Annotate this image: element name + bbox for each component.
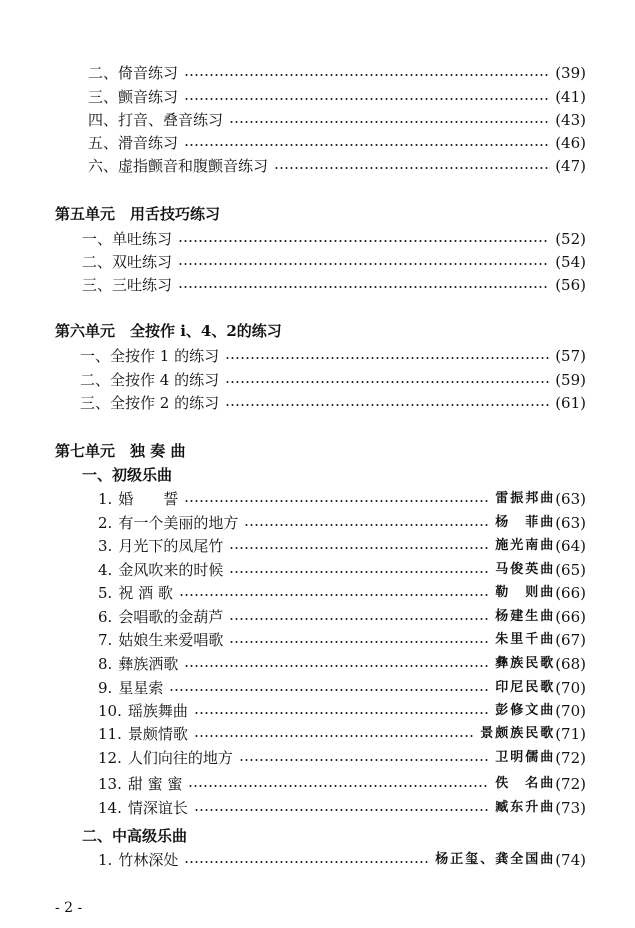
piece-number: 6. xyxy=(98,608,113,626)
piece-title: 月光下的凤尾竹 xyxy=(118,537,224,555)
piece-number: 5. xyxy=(98,584,113,602)
leader-dots xyxy=(229,618,489,620)
piece-title: 彝族洒歌 xyxy=(118,655,179,673)
toc-entry[interactable] xyxy=(88,155,586,177)
piece-entry[interactable] xyxy=(98,606,586,628)
subsection-heading[interactable]: 一、初级乐曲 xyxy=(82,466,173,484)
composer: 景颇族民歌 xyxy=(480,726,556,741)
unit-heading[interactable]: 第五单元 用舌技巧练习 xyxy=(55,205,221,223)
leader-dots xyxy=(169,689,489,691)
leader-dots xyxy=(184,665,489,667)
composer: 马俊英曲 xyxy=(495,562,556,577)
leader-dots xyxy=(194,809,489,811)
leader-dots xyxy=(229,571,489,573)
piece-number: 14. xyxy=(98,799,122,817)
composer: 佚 名曲 xyxy=(495,776,556,791)
entry-label: 三、全按作 2 的练习 xyxy=(80,394,220,412)
page-number: (74) xyxy=(555,851,586,869)
page-number: (65) xyxy=(555,561,586,579)
leader-dots xyxy=(184,861,429,863)
leader-dots xyxy=(239,759,489,761)
piece-title: 会唱歌的金葫芦 xyxy=(118,608,224,626)
leader-dots xyxy=(179,594,489,596)
leader-dots xyxy=(184,74,549,76)
entry-label: 二、倚音练习 xyxy=(88,64,179,82)
leader-dots xyxy=(225,357,549,359)
entry-label: 四、打音、叠音练习 xyxy=(88,111,224,129)
piece-entry[interactable] xyxy=(98,773,586,795)
page-number: (43) xyxy=(555,111,586,129)
composer: 杨正玺、龚全国曲 xyxy=(435,852,556,867)
piece-entry[interactable] xyxy=(98,653,586,675)
page-number: (63) xyxy=(555,514,586,532)
piece-entry[interactable] xyxy=(98,747,586,769)
leader-dots xyxy=(184,98,549,100)
page-number: (64) xyxy=(555,537,586,555)
composer: 彭修文曲 xyxy=(495,703,556,718)
page-footer-number: - 2 - xyxy=(55,900,83,916)
entry-label: 六、虚指颤音和腹颤音练习 xyxy=(88,157,269,175)
composer: 杨 菲曲 xyxy=(495,515,556,530)
toc-entry[interactable] xyxy=(80,369,586,391)
piece-title: 姑娘生来爱唱歌 xyxy=(118,631,224,649)
piece-entry[interactable] xyxy=(98,700,586,722)
leader-dots xyxy=(178,240,549,242)
page-number: (56) xyxy=(555,276,586,294)
page-number: (39) xyxy=(555,64,586,82)
page-number: (61) xyxy=(555,394,586,412)
unit-heading[interactable]: 第六单元 全按作 i、4、2的练习 xyxy=(55,322,282,340)
entry-label: 二、全按作 4 的练习 xyxy=(80,371,220,389)
entry-label: 一、单吐练习 xyxy=(82,230,173,248)
page-number: (71) xyxy=(555,725,586,743)
entry-label: 三、颤音练习 xyxy=(88,88,179,106)
page-number: (52) xyxy=(555,230,586,248)
page-number: (73) xyxy=(555,799,586,817)
leader-dots xyxy=(229,121,549,123)
page-number: (59) xyxy=(555,371,586,389)
toc-entry[interactable] xyxy=(82,274,586,296)
entry-label: 三、三吐练习 xyxy=(82,276,173,294)
piece-title: 竹林深处 xyxy=(118,851,179,869)
composer: 臧东升曲 xyxy=(495,800,556,815)
page-number: (47) xyxy=(555,157,586,175)
piece-number: 8. xyxy=(98,655,113,673)
page-number: (70) xyxy=(555,679,586,697)
entry-label: 二、双吐练习 xyxy=(82,253,173,271)
piece-number: 3. xyxy=(98,537,113,555)
piece-entry[interactable] xyxy=(98,849,586,871)
entry-label: 五、滑音练习 xyxy=(88,134,179,152)
page-number: (63) xyxy=(555,490,586,508)
piece-title: 景颇情歌 xyxy=(127,725,188,743)
page-number: (66) xyxy=(555,608,586,626)
piece-title: 金风吹来的时候 xyxy=(118,561,224,579)
unit-heading[interactable]: 第七单元 独 奏 曲 xyxy=(55,442,186,460)
leader-dots xyxy=(188,785,489,787)
leader-dots xyxy=(229,547,489,549)
piece-title: 婚 誓 xyxy=(118,490,179,508)
page-number: (68) xyxy=(555,655,586,673)
page-number: (70) xyxy=(555,702,586,720)
leader-dots xyxy=(244,524,489,526)
leader-dots xyxy=(194,712,489,714)
piece-entry[interactable] xyxy=(98,559,586,581)
leader-dots xyxy=(178,286,549,288)
leader-dots xyxy=(184,500,489,502)
piece-entry[interactable] xyxy=(98,488,586,510)
piece-number: 13. xyxy=(98,775,122,793)
piece-title: 人们向往的地方 xyxy=(127,749,233,767)
leader-dots xyxy=(225,381,549,383)
leader-dots xyxy=(194,735,474,737)
piece-entry[interactable] xyxy=(98,535,586,557)
piece-entry[interactable] xyxy=(98,723,586,745)
leader-dots xyxy=(229,641,489,643)
page-number: (54) xyxy=(555,253,586,271)
piece-entry[interactable] xyxy=(98,797,586,819)
piece-title: 有一个美丽的地方 xyxy=(118,514,239,532)
piece-number: 10. xyxy=(98,702,122,720)
toc-entry[interactable] xyxy=(88,62,586,84)
composer: 施光南曲 xyxy=(495,538,556,553)
leader-dots xyxy=(178,263,549,265)
composer: 朱里千曲 xyxy=(495,632,556,647)
composer: 印尼民歌 xyxy=(495,680,556,695)
subsection-heading[interactable]: 二、中高级乐曲 xyxy=(82,827,188,845)
piece-entry[interactable] xyxy=(98,629,586,651)
page-number: (72) xyxy=(555,749,586,767)
leader-dots xyxy=(184,144,549,146)
toc-entry[interactable] xyxy=(82,228,586,250)
leader-dots xyxy=(225,404,549,406)
piece-entry[interactable] xyxy=(98,582,586,604)
toc-entry[interactable] xyxy=(88,86,586,108)
piece-entry[interactable] xyxy=(98,677,586,699)
composer: 杨建生曲 xyxy=(495,609,556,624)
page-number: (67) xyxy=(555,631,586,649)
piece-number: 7. xyxy=(98,631,113,649)
piece-number: 4. xyxy=(98,561,113,579)
piece-number: 2. xyxy=(98,514,113,532)
page-number: (46) xyxy=(555,134,586,152)
piece-number: 1. xyxy=(98,490,113,508)
composer: 雷振邦曲 xyxy=(495,491,556,506)
toc-entry[interactable] xyxy=(82,251,586,273)
piece-number: 9. xyxy=(98,679,113,697)
composer: 勒 则曲 xyxy=(495,585,556,600)
toc-entry[interactable] xyxy=(80,392,586,414)
piece-number: 12. xyxy=(98,749,122,767)
leader-dots xyxy=(274,167,549,169)
page-number: (41) xyxy=(555,88,586,106)
piece-title: 情深谊长 xyxy=(127,799,188,817)
piece-number: 11. xyxy=(98,725,122,743)
entry-label: 一、全按作 1 的练习 xyxy=(80,347,220,365)
page-number: (72) xyxy=(555,775,586,793)
toc-entry[interactable] xyxy=(80,345,586,367)
piece-title: 甜 蜜 蜜 xyxy=(127,775,183,793)
piece-title: 祝 酒 歌 xyxy=(118,584,173,602)
piece-entry[interactable] xyxy=(98,512,586,534)
page-number: (57) xyxy=(555,347,586,365)
composer: 卫明儒曲 xyxy=(495,750,556,765)
composer: 彝族民歌 xyxy=(495,656,556,671)
piece-title: 瑶族舞曲 xyxy=(127,702,188,720)
toc-entry[interactable] xyxy=(88,109,586,131)
piece-title: 星星索 xyxy=(118,679,164,697)
page-number: (66) xyxy=(555,584,586,602)
piece-number: 1. xyxy=(98,851,113,869)
toc-entry[interactable] xyxy=(88,132,586,154)
